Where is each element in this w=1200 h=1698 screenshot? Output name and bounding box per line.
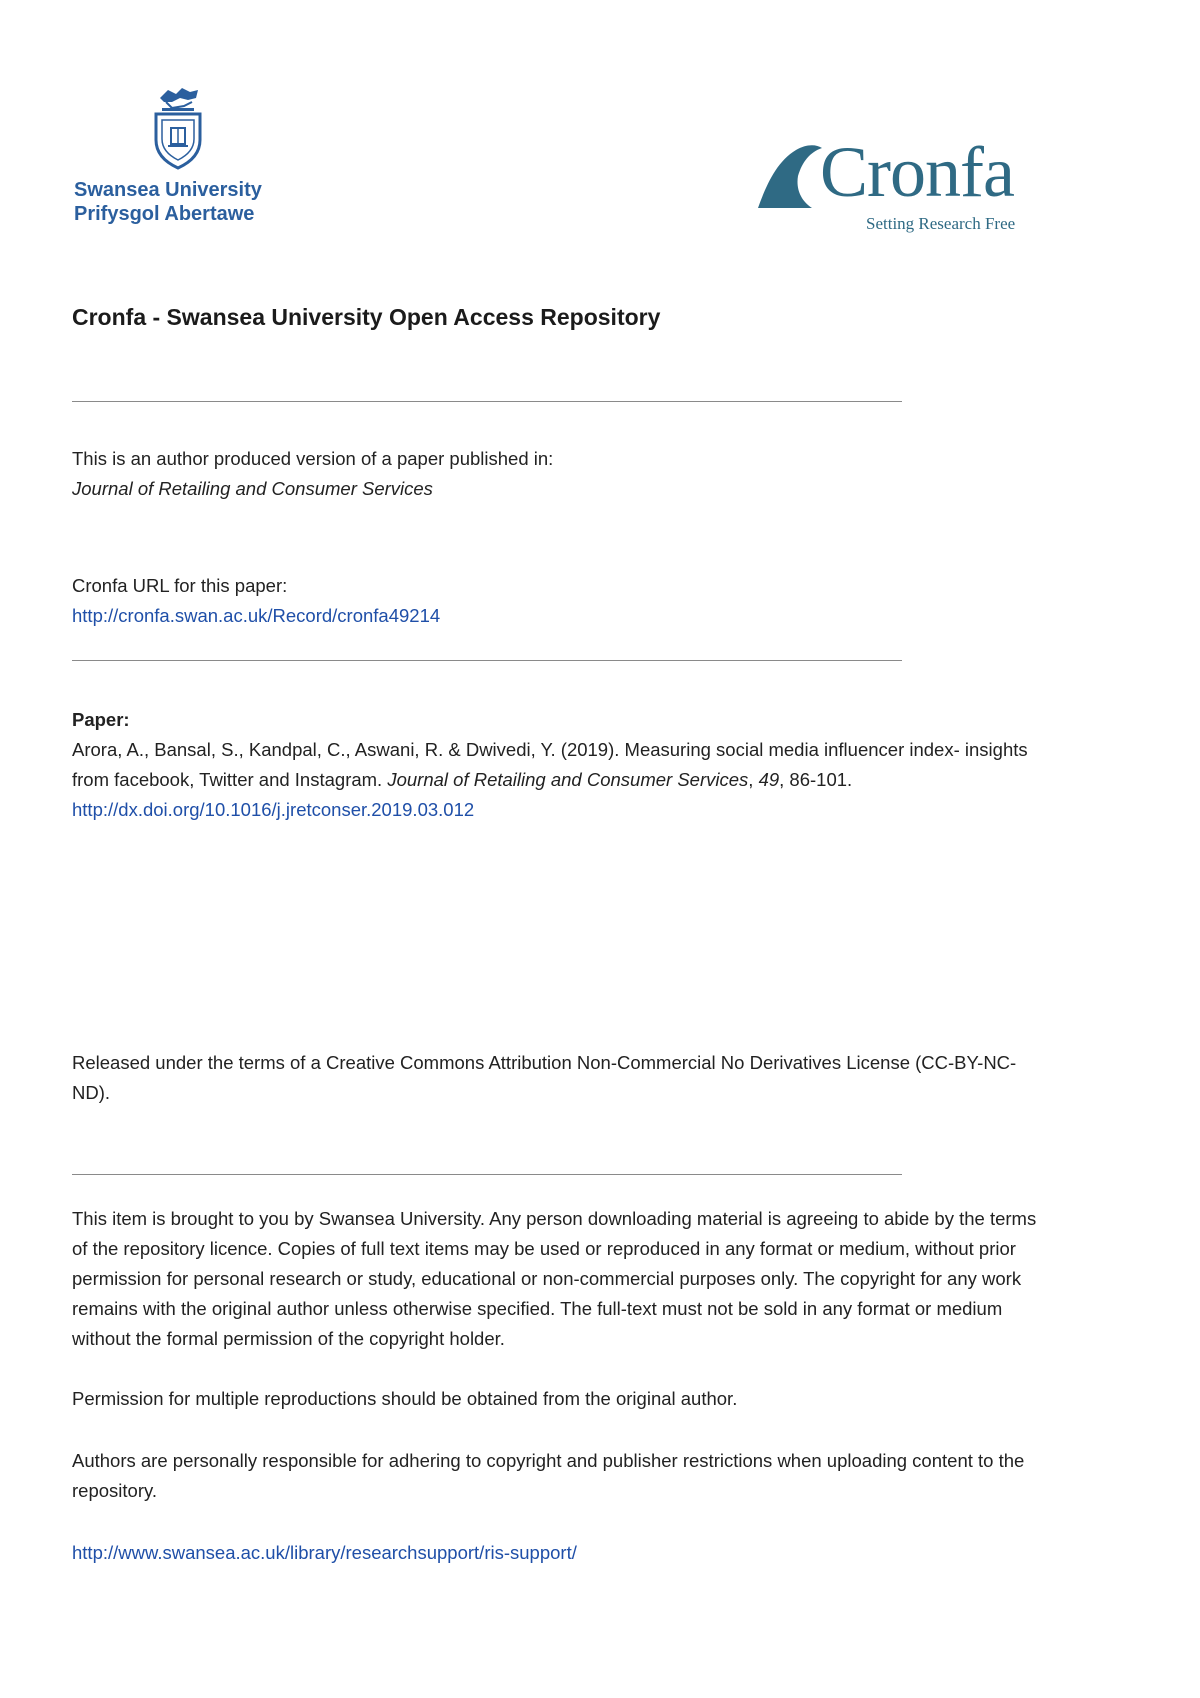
authors-line-2: repository. [72,1480,157,1501]
support-link-row [72,1538,1142,1568]
cronfa-tagline: Setting Research Free [866,214,1016,233]
license-line-1: Released under the terms of a Creative Commons Attribution Non-Commercial No Derivatives License (CC-BY-NC- [72,1052,1017,1073]
divider [72,1174,902,1175]
divider [72,660,902,661]
cronfa-record-link[interactable]: http://cronfa.swan.ac.uk/Record/cronfa49214 [72,605,441,626]
terms-section [72,1204,1142,1354]
university-crest-icon [146,84,210,174]
cronfa-url-section [72,571,1142,631]
terms-line: permission for personal research or study, educational or non-commercial purposes only. The copyright for any work [72,1268,1022,1289]
citation-sep: , [748,769,759,790]
published-in-intro: This is an author produced version of a paper published in: [72,448,554,469]
citation-title-end: from facebook, Twitter and Instagram. [72,769,388,790]
divider [72,401,902,402]
paper-section [72,705,1142,825]
terms-line: remains with the original author unless otherwise specified. The full-text must not be sold in any format or medium [72,1298,1003,1319]
terms-line: This item is brought to you by Swansea University. Any person downloading material is agreeing to abide by the terms [72,1208,1037,1229]
cronfa-url-label: Cronfa URL for this paper: [72,575,288,596]
doi-link[interactable]: http://dx.doi.org/10.1016/j.jretconser.2019.03.012 [72,799,475,820]
terms-line: without the formal permission of the copyright holder. [72,1328,505,1349]
authors-responsibility [72,1446,1142,1506]
paper-heading: Paper: [72,709,130,730]
citation-journal: Journal of Retailing and Consumer Services [387,769,749,790]
terms-line: of the repository licence. Copies of full text items may be used or reproduced in any format or medium, without prior [72,1238,1016,1259]
university-name-welsh: Prifysgol Abertawe [74,203,255,225]
cronfa-wave-icon [756,142,828,212]
citation-line-1: Arora, A., Bansal, S., Kandpal, C., Aswani, R. & Dwivedi, Y. (2019). Measuring social media influencer index- insights [72,739,1028,760]
university-name: Swansea University [74,179,262,201]
cronfa-wordmark: Cronfa [820,132,1014,212]
citation-volume: 49 [758,769,780,790]
journal-name: Journal of Retailing and Consumer Services [72,478,433,499]
repository-title: Cronfa - Swansea University Open Access Repository [72,304,661,330]
authors-line-1: Authors are personally responsible for adhering to copyright and publisher restrictions when uploading content to the [72,1450,1025,1471]
swansea-university-logo [70,84,290,234]
citation-pages: , 86-101. [779,769,853,790]
published-in-section [72,444,1142,504]
permission-text: Permission for multiple reproductions should be obtained from the original author. [72,1388,738,1409]
citation-line-2 [72,765,1142,795]
license-line-2: ND). [72,1082,111,1103]
license-section [72,1048,1142,1108]
ris-support-link[interactable]: http://www.swansea.ac.uk/library/researchsupport/ris-support/ [72,1542,577,1563]
cronfa-logo [756,132,1056,240]
